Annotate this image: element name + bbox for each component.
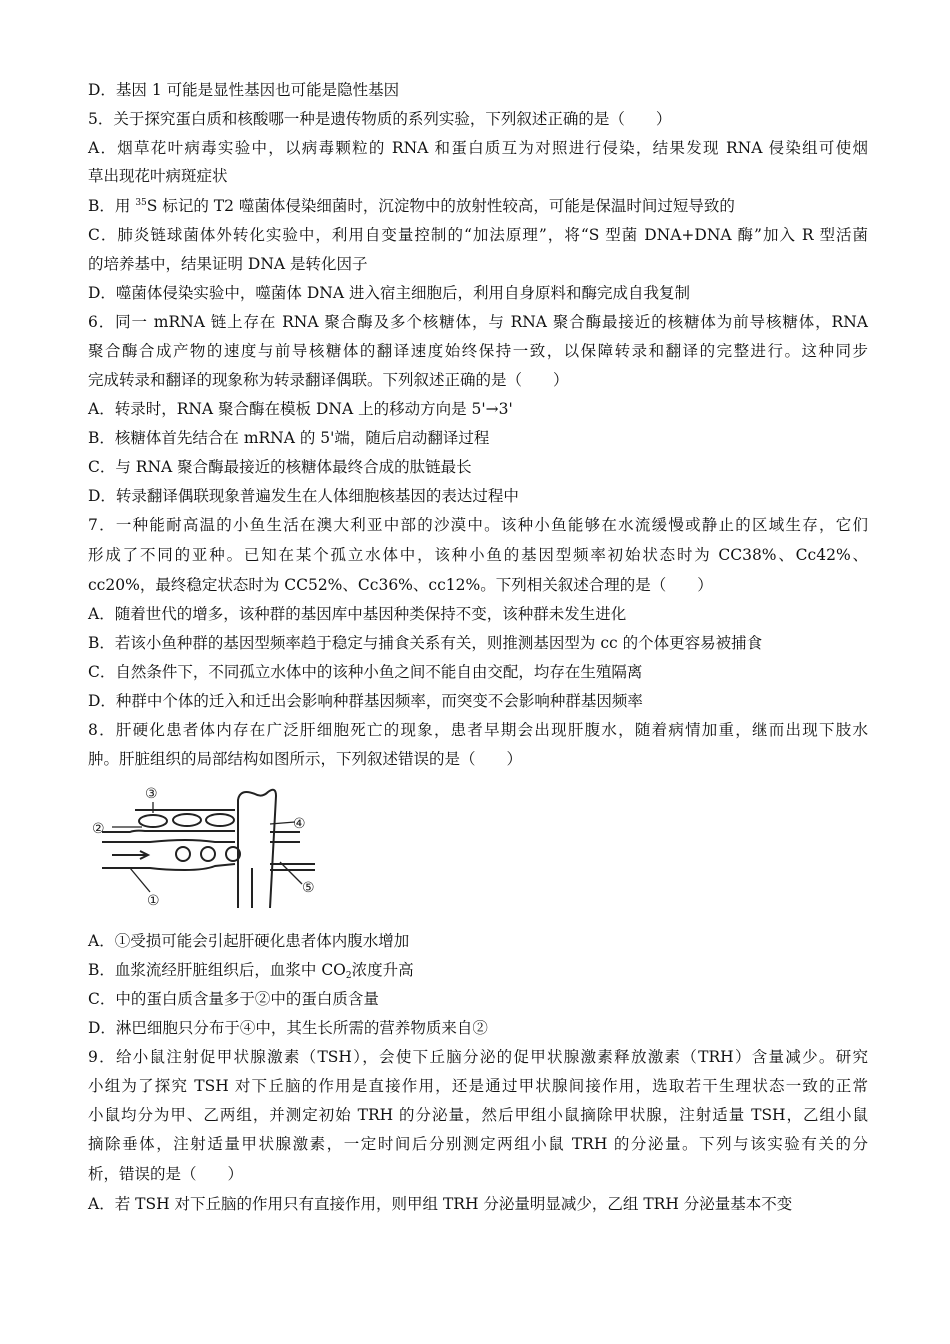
q7-stem-line3: cc20%，最终稳定状态时为 CC52%、Cc36%、cc12%。下列相关叙述合理的是（ ）	[88, 576, 713, 594]
q5-stem: 5．关于探究蛋白质和核酸哪一种是遗传物质的系列实验，下列叙述正确的是（ ）	[88, 110, 672, 128]
q9-stem-line3: 小鼠均分为甲、乙两组，并测定初始 TRH 的分泌量，然后甲组小鼠摘除甲状腺，注射适量 TSH，乙组小鼠	[88, 1106, 868, 1124]
cell-5	[201, 847, 215, 861]
q6-stem-line2: 聚合酶合成产物的速度与前导核糖体的翻译速度始终保持一致，以保障转录和翻译的完整进行。这种同步	[88, 342, 868, 360]
q8-stem-line2: 肿。肝脏组织的局部结构如图所示，下列叙述错误的是（ ）	[88, 750, 523, 768]
q9-stem-line4: 摘除垂体，注射适量甲状腺激素，一定时间后分别测定两组小鼠 TRH 的分泌量。下列与该实验有关的分	[88, 1135, 868, 1153]
label-4: ④	[293, 816, 306, 832]
q8-option-b: B．血浆流经肝脏组织后，血浆中 $CO_2$浓度升高	[88, 961, 414, 981]
q8-option-d: D．淋巴细胞只分布于④中，其生长所需的营养物质来自②	[88, 1019, 488, 1037]
q8-option-a: A．①受损可能会引起肝硬化患者体内腹水增加	[88, 932, 410, 950]
q8-option-c: C．中的蛋白质含量多于②中的蛋白质含量	[88, 990, 379, 1008]
cell-4	[176, 847, 190, 861]
q9-stem-line2: 小组为了探究 TSH 对下丘脑的作用是直接作用，还是通过甲状腺间接作用，选取若干生理状态一致的正常	[88, 1077, 868, 1095]
capillary-bottom-wall	[102, 864, 235, 870]
leader-1	[130, 868, 150, 892]
q5-option-b: B．用 $^{35}$S 标记的 T2 噬菌体侵染细菌时，沉淀物中的放射性较高，可能是保温时间过短导致的	[88, 197, 735, 215]
cell-2	[173, 814, 201, 826]
label-5: ⑤	[302, 880, 315, 896]
label-1: ①	[147, 893, 160, 909]
lymph-vessel	[238, 790, 276, 908]
leader-5	[280, 862, 302, 884]
q9-option-a: A．若 TSH 对下丘脑的作用只有直接作用，则甲组 TRH 分泌量明显减少，乙组 TRH 分泌量基本不变	[88, 1195, 793, 1213]
cell-3	[206, 814, 234, 826]
q5-option-a-line1: A．烟草花叶病毒实验中，以病毒颗粒的 RNA 和蛋白质互为对照进行侵染，结果发现 RNA 侵染组可使烟	[88, 139, 868, 157]
q4-option-d: D．基因 1 可能是显性基因也可能是隐性基因	[88, 81, 400, 99]
liver-tissue-diagram	[90, 780, 330, 915]
cell-1	[139, 815, 167, 827]
label-3: ③	[145, 786, 158, 802]
q7-stem-line2: 形成了不同的亚种。已知在某个孤立水体中，该种小鱼的基因型频率初始状态时为 CC38%、Cc42%、	[88, 546, 868, 564]
q7-option-a: A．随着世代的增多，该种群的基因库中基因种类保持不变，该种群未发生进化	[88, 605, 627, 623]
q5-option-c-line1: C．肺炎链球菌体外转化实验中，利用自变量控制的“加法原理”，将“S 型菌 DNA+DNA 酶”加入 R 型活菌	[88, 226, 868, 244]
q5-option-a-line2: 草出现花叶病斑症状	[88, 167, 228, 185]
q7-stem-line1: 7．一种能耐高温的小鱼生活在澳大利亚中部的沙漠中。该种小鱼能够在水流缓慢或静止的区域生存，它们	[88, 516, 868, 534]
q5-option-d: D．噬菌体侵染实验中，噬菌体 DNA 进入宿主细胞后，利用自身原料和酶完成自我复制	[88, 284, 690, 302]
q9-stem-line5: 析，错误的是（ ）	[88, 1165, 244, 1183]
q6-option-d: D．转录翻译偶联现象普遍发生在人体细胞核基因的表达过程中	[88, 487, 519, 505]
q7-option-c: C．自然条件下，不同孤立水体中的该种小鱼之间不能自由交配，均存在生殖隔离	[88, 663, 643, 681]
q7-option-b: B．若该小鱼种群的基因型频率趋于稳定与捕食关系有关，则推测基因型为 cc 的个体更容易被捕食	[88, 634, 763, 652]
q9-stem-line1: 9．给小鼠注射促甲状腺激素（TSH），会使下丘脑分泌的促甲状腺激素释放激素（TRH）含量减少。研究	[88, 1048, 868, 1066]
upper-vessel-bottom-wall	[102, 831, 235, 832]
q6-stem-line1: 6．同一 mRNA 链上存在 RNA 聚合酶及多个核糖体，与 RNA 聚合酶最接近的核糖体为前导核糖体，RNA	[88, 313, 868, 331]
q8-stem-line1: 8．肝硬化患者体内存在广泛肝细胞死亡的现象，患者早期会出现肝腹水，随着病情加重，继而出现下肢水	[88, 721, 868, 739]
label-2: ②	[92, 821, 105, 837]
q6-option-c: C．与 RNA 聚合酶最接近的核糖体最终合成的肽链最长	[88, 458, 472, 476]
capillary-top-wall	[102, 840, 235, 842]
q5-option-c-line2: 的培养基中，结果证明 DNA 是转化因子	[88, 255, 368, 273]
q6-stem-line3: 完成转录和翻译的现象称为转录翻译偶联。下列叙述正确的是（ ）	[88, 371, 569, 389]
q6-option-a: A．转录时，RNA 聚合酶在模板 DNA 上的移动方向是 5'→3'	[88, 400, 513, 418]
q6-option-b: B．核糖体首先结合在 mRNA 的 5'端，随后启动翻译过程	[88, 429, 490, 447]
q7-option-d: D．种群中个体的迁入和迁出会影响种群基因频率，而突变不会影响种群基因频率	[88, 692, 643, 710]
